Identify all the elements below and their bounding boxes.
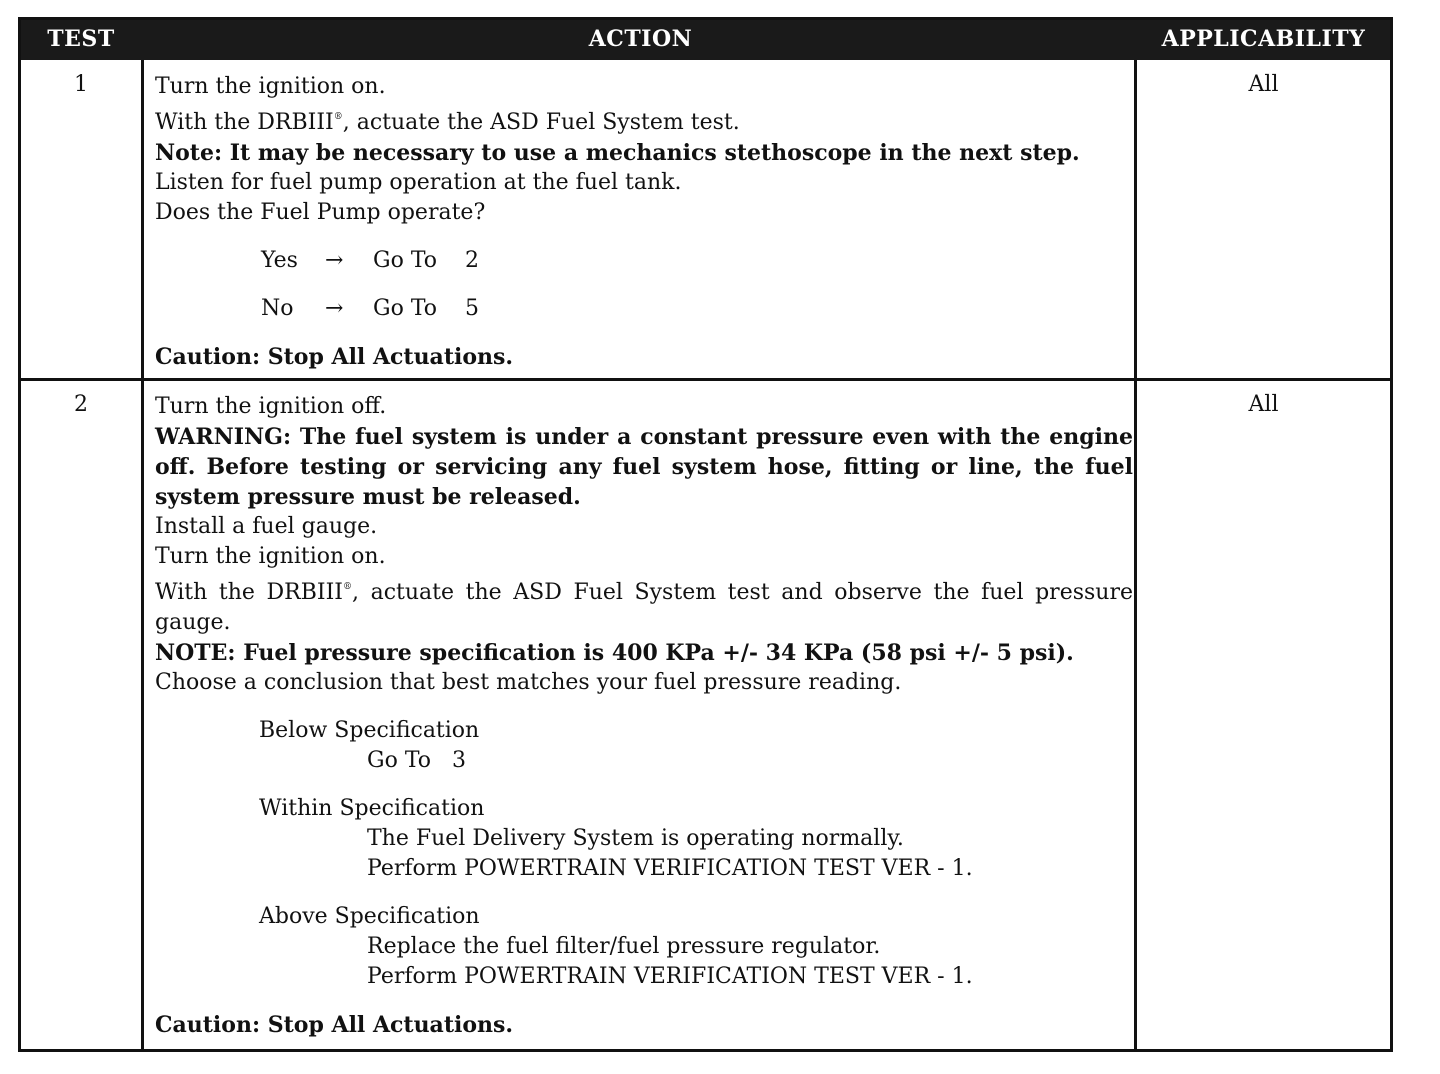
conclusion-step: Perform POWERTRAIN VERIFICATION TEST VER - 1.: [367, 964, 973, 989]
action-line: With the DRBIII®, actuate the ASD Fuel System test and observe the fuel pressure gauge.: [155, 580, 1133, 635]
action-line: Turn the ignition on.: [155, 544, 386, 569]
action-line: Install a fuel gauge.: [155, 514, 378, 539]
column-divider: [141, 60, 144, 1049]
caution-line: Caution: Stop All Actuations.: [155, 1012, 514, 1038]
action-line: With the DRBIII®, actuate the ASD Fuel System test.: [155, 110, 740, 135]
action-cell: [155, 392, 1133, 1040]
action-line: Listen for fuel pump operation at the fuel tank.: [155, 170, 682, 195]
conclusion-label: Above Specification: [259, 904, 480, 929]
header-applicability: APPLICABILITY: [1161, 26, 1366, 52]
header-action: ACTION: [588, 26, 693, 52]
applicability-value: All: [1248, 72, 1279, 97]
row-divider: [21, 378, 1390, 381]
registered-trademark: ®: [333, 112, 343, 122]
diagnostic-table: [18, 17, 1393, 1052]
conclusion-step: Perform POWERTRAIN VERIFICATION TEST VER - 1.: [367, 856, 973, 881]
answer-option: No → Go To 5: [261, 296, 479, 321]
conclusion-step: The Fuel Delivery System is operating normally.: [367, 826, 904, 851]
test-number: 1: [74, 72, 88, 97]
note-line: NOTE: Fuel pressure specification is 400 KPa +/- 34 KPa (58 psi +/- 5 psi).: [155, 640, 1074, 666]
action-cell: [155, 72, 1133, 372]
conclusion-step: Go To 3: [367, 748, 466, 773]
action-line: Choose a conclusion that best matches your fuel pressure reading.: [155, 670, 902, 695]
conclusion-step: Replace the fuel filter/fuel pressure regulator.: [367, 934, 881, 959]
conclusion-label: Below Specification: [259, 718, 480, 743]
header-test: TEST: [47, 26, 115, 52]
answer-option: Yes → Go To 2: [261, 248, 479, 273]
note-line: Note: It may be necessary to use a mechanics stethoscope in the next step.: [155, 140, 1080, 166]
registered-trademark: ®: [342, 582, 352, 592]
column-divider: [1134, 60, 1137, 1049]
conclusion-label: Within Specification: [259, 796, 485, 821]
caution-line: Caution: Stop All Actuations.: [155, 344, 514, 370]
warning-text: WARNING: The fuel system is under a constant pressure even with the engine off. Before testing or servicing any fuel system hose, fitting or line, the fuel system pressure must be released.: [155, 424, 1133, 510]
action-line: Does the Fuel Pump operate?: [155, 200, 486, 225]
action-line: Turn the ignition on.: [155, 74, 386, 99]
table-header: [21, 20, 1390, 60]
action-line: Turn the ignition off.: [155, 394, 387, 419]
test-number: 2: [74, 392, 88, 417]
applicability-value: All: [1248, 392, 1279, 417]
